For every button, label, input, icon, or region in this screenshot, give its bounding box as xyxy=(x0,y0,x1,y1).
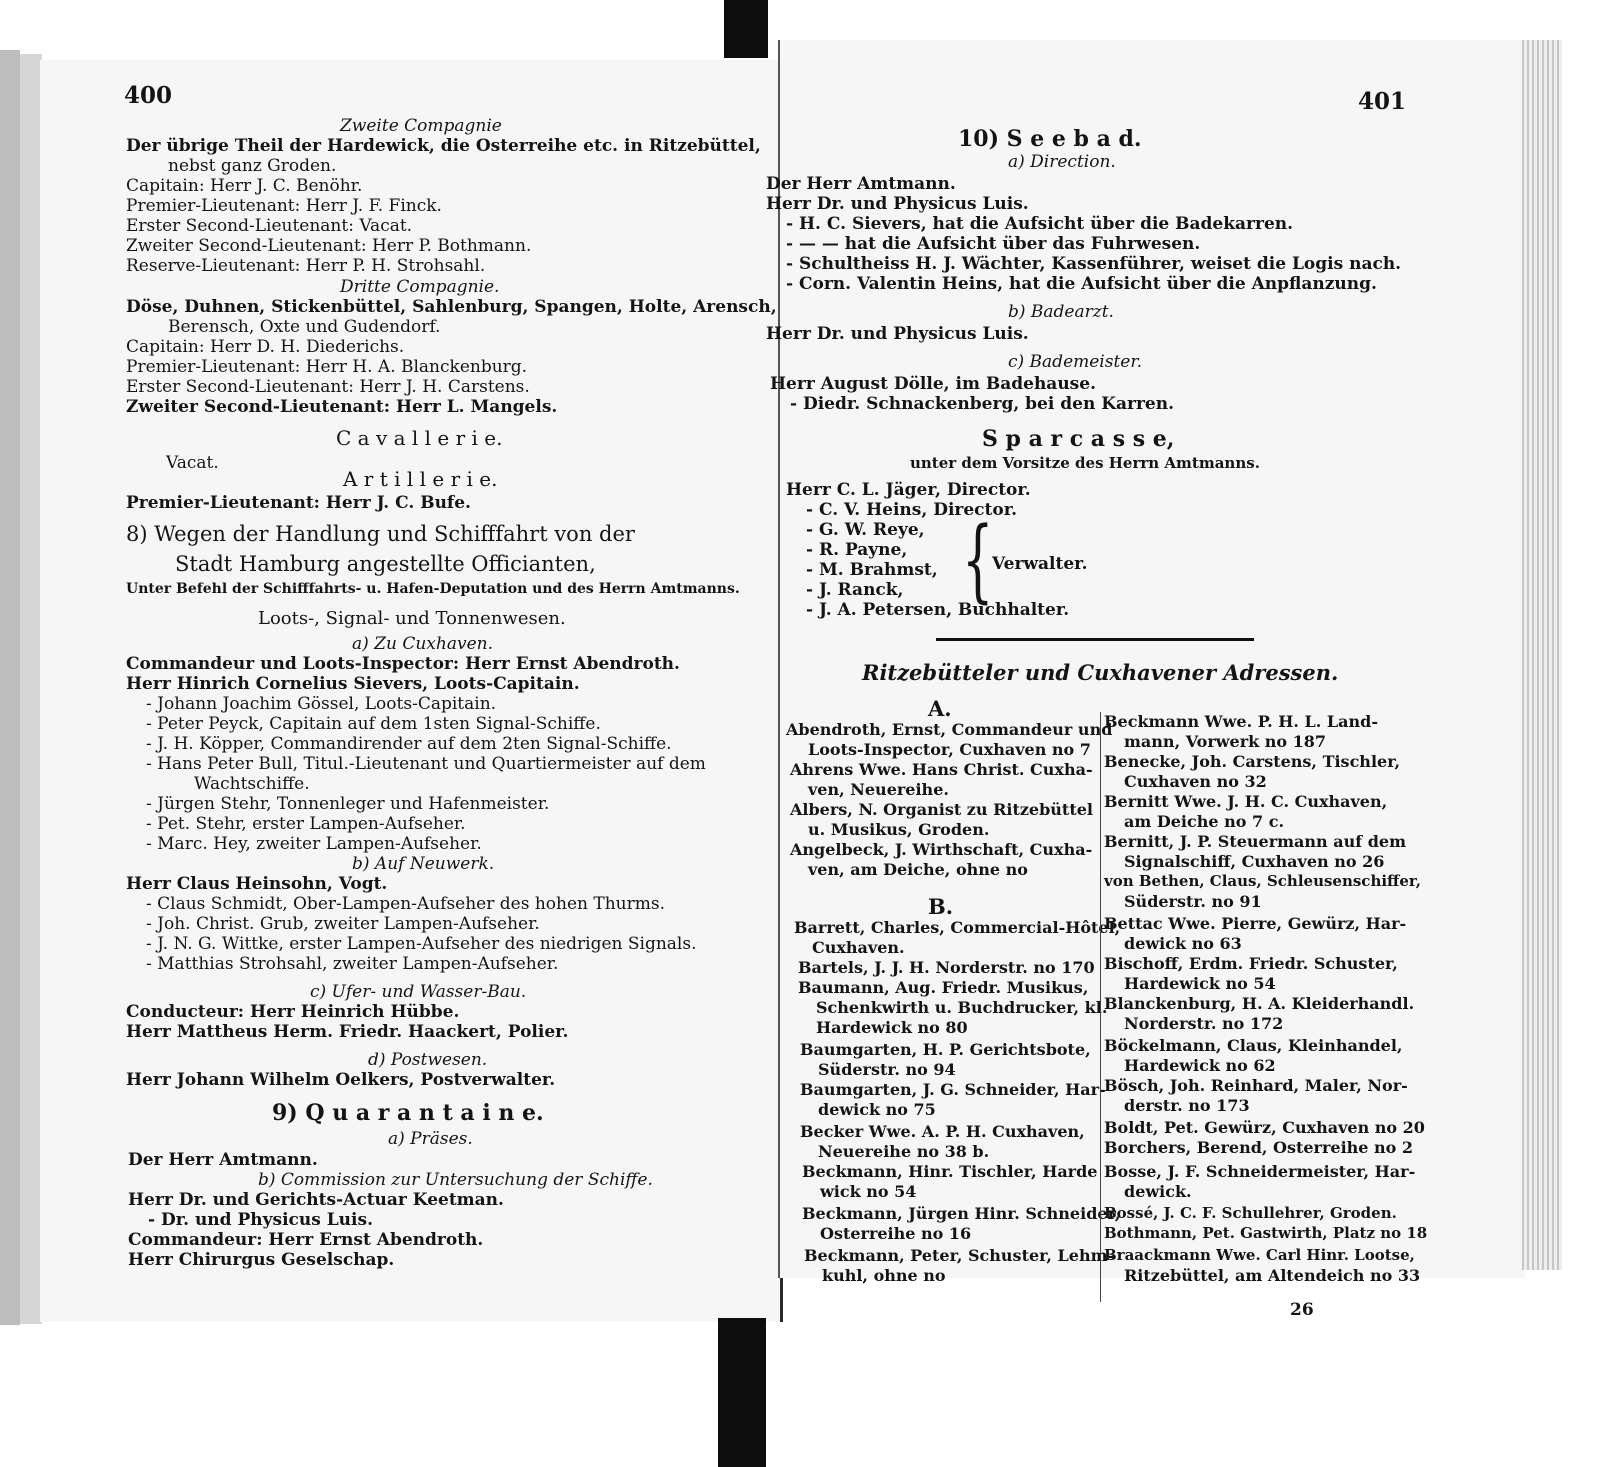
signature-mark: 26 xyxy=(1290,1300,1314,1320)
brace-label: Verwalter. xyxy=(992,554,1088,574)
left-page-text-line: Premier-Lieutenant: Herr H. A. Blanckenburg. xyxy=(126,357,528,377)
right-page-text-line: Beckmann, Peter, Schuster, Lehm- xyxy=(804,1246,1115,1265)
left-page-text-line: - Matthias Strohsahl, zweiter Lampen-Aufseher. xyxy=(146,954,559,974)
right-page-text-line: Böckelmann, Claus, Kleinhandel, xyxy=(1104,1036,1403,1055)
right-page-text-line: dewick no 63 xyxy=(1124,934,1242,953)
right-page-text-line: Bothmann, Pet. Gastwirth, Platz no 18 xyxy=(1104,1224,1428,1242)
right-page-text-line: Becker Wwe. A. P. H. Cuxhaven, xyxy=(800,1122,1085,1141)
right-page-text-line: Baumann, Aug. Friedr. Musikus, xyxy=(798,978,1089,997)
right-page-text-line: Beckmann Wwe. P. H. L. Land- xyxy=(1104,712,1378,731)
left-page-text-line: Herr Mattheus Herm. Friedr. Haackert, Polier. xyxy=(126,1022,569,1042)
left-page-text-line: Erster Second-Lieutenant: Vacat. xyxy=(126,216,413,236)
right-page-text-line: Abendroth, Ernst, Commandeur und xyxy=(786,720,1113,739)
left-page-text-line: Herr Johann Wilhelm Oelkers, Postverwalter. xyxy=(126,1070,556,1090)
right-page-text-line: c) Bademeister. xyxy=(1008,352,1143,372)
right-page-text-line: Bosse, J. F. Schneidermeister, Har- xyxy=(1104,1162,1416,1181)
right-page-text-line: Herr Dr. und Physicus Luis. xyxy=(766,324,1029,344)
page-number-right: 401 xyxy=(1358,88,1407,115)
right-page-text-line: Neuereihe no 38 b. xyxy=(818,1142,990,1161)
left-page-text-line: Conducteur: Herr Heinrich Hübbe. xyxy=(126,1002,460,1022)
left-page-text-line: a) Zu Cuxhaven. xyxy=(352,634,493,654)
right-page-text-line: Blanckenburg, H. A. Kleiderhandl. xyxy=(1104,994,1415,1013)
binding-top xyxy=(724,0,768,58)
right-page-text-line: ven, am Deiche, ohne no xyxy=(808,860,1028,879)
right-page-text-line: Hardewick no 80 xyxy=(816,1018,968,1037)
right-page-text-line: - — — hat die Aufsicht über das Fuhrwesen. xyxy=(786,234,1201,254)
right-page-text-line: 10) S e e b a d. xyxy=(958,126,1142,152)
left-page-text-line: Dritte Compagnie. xyxy=(340,277,500,297)
right-page-text-line: Bernitt, J. P. Steuermann auf dem xyxy=(1104,832,1407,851)
right-page-text-line: b) Badearzt. xyxy=(1008,302,1114,322)
left-page-text-line: Capitain: Herr D. H. Diederichs. xyxy=(126,337,405,357)
right-page-text-line: Albers, N. Organist zu Ritzebüttel xyxy=(790,800,1093,819)
right-page-text-line: Ritzebüttel, am Altendeich no 33 xyxy=(1124,1266,1421,1285)
right-page-text-line: Bettac Wwe. Pierre, Gewürz, Har- xyxy=(1104,914,1407,933)
column-divider xyxy=(1100,712,1101,1302)
left-page-text-line: Reserve-Lieutenant: Herr P. H. Strohsahl. xyxy=(126,256,486,276)
left-page-text-line: 9) Q u a r a n t a i n e. xyxy=(272,1100,544,1126)
left-page-text-line: Zweiter Second-Lieutenant: Herr L. Mangels. xyxy=(126,397,558,417)
right-page-text-line: am Deiche no 7 c. xyxy=(1124,812,1285,831)
right-page-text-line: Benecke, Joh. Carstens, Tischler, xyxy=(1104,752,1401,771)
left-page-text-line: A r t i l l e r i e. xyxy=(343,467,498,491)
left-page-text-line: - J. H. Köpper, Commandirender auf dem 2ten Signal-Schiffe. xyxy=(146,734,672,754)
right-page-text-line: Cuxhaven no 32 xyxy=(1124,772,1267,791)
left-page-text-line: b) Commission zur Untersuchung der Schiffe. xyxy=(258,1170,653,1190)
binding-bottom xyxy=(718,1318,766,1467)
right-page-text-line: Bösch, Joh. Reinhard, Maler, Nor- xyxy=(1104,1076,1408,1095)
right-page-text-line: Boldt, Pet. Gewürz, Cuxhaven no 20 xyxy=(1104,1118,1425,1137)
right-page-text-line: Borchers, Berend, Osterreihe no 2 xyxy=(1104,1138,1414,1157)
left-page-text-line: Berensch, Oxte und Gudendorf. xyxy=(168,317,441,337)
right-page-text-line: - M. Brahmst, xyxy=(806,560,938,580)
left-page-text-line: Zweite Compagnie xyxy=(340,116,502,136)
left-page-text-line: - J. N. G. Wittke, erster Lampen-Aufseher des niedrigen Signals. xyxy=(146,934,697,954)
right-page-text-line: Ahrens Wwe. Hans Christ. Cuxha- xyxy=(790,760,1093,779)
page-edge-left xyxy=(0,50,20,1325)
right-page-text-line: Signalschiff, Cuxhaven no 26 xyxy=(1124,852,1385,871)
left-page-text-line: Herr Chirurgus Geselschap. xyxy=(128,1250,395,1270)
right-page-text-line: wick no 54 xyxy=(820,1182,917,1201)
left-page-text-line: - Dr. und Physicus Luis. xyxy=(148,1210,373,1230)
right-page-text-line: Loots-Inspector, Cuxhaven no 7 xyxy=(808,740,1091,759)
left-page-text-line: - Pet. Stehr, erster Lampen-Aufseher. xyxy=(146,814,466,834)
right-page-text-line: ven, Neuereihe. xyxy=(808,780,949,799)
right-page-text-line: - Diedr. Schnackenberg, bei den Karren. xyxy=(790,394,1175,414)
left-page-text-line: - Johann Joachim Gössel, Loots-Capitain. xyxy=(146,694,497,714)
left-page-text-line: Erster Second-Lieutenant: Herr J. H. Carstens. xyxy=(126,377,530,397)
right-page-text-line: Ritzebütteler und Cuxhavener Adressen. xyxy=(862,660,1339,685)
left-page-text-line: Döse, Duhnen, Stickenbüttel, Sahlenburg, Spangen, Holte, Arensch, xyxy=(126,297,777,317)
right-page-text-line: a) Direction. xyxy=(1008,152,1116,172)
right-page-text-line: Osterreihe no 16 xyxy=(820,1224,972,1243)
left-page-text-line: Herr Claus Heinsohn, Vogt. xyxy=(126,874,388,894)
right-page-text-line: Bischoff, Erdm. Friedr. Schuster, xyxy=(1104,954,1398,973)
right-page-text-line: unter dem Vorsitze des Herrn Amtmanns. xyxy=(910,454,1260,472)
left-page-text-line: - Claus Schmidt, Ober-Lampen-Aufseher des hohen Thurms. xyxy=(146,894,665,914)
left-page-text-line: Premier-Lieutenant: Herr J. F. Finck. xyxy=(126,196,442,216)
right-page-text-line: kuhl, ohne no xyxy=(822,1266,946,1285)
right-page-text-line: dewick no 75 xyxy=(818,1100,936,1119)
left-page-text-line: Herr Dr. und Gerichts-Actuar Keetman. xyxy=(128,1190,504,1210)
right-page-text-line: Norderstr. no 172 xyxy=(1124,1014,1284,1033)
right-page-text-line: mann, Vorwerk no 187 xyxy=(1124,732,1327,751)
right-page-text-line: - J. Ranck, xyxy=(806,580,904,600)
right-page-text-line: dewick. xyxy=(1124,1182,1192,1201)
right-page-text-line: Cuxhaven. xyxy=(812,938,905,957)
right-page-text-line: von Bethen, Claus, Schleusenschiffer, xyxy=(1104,872,1421,890)
left-page-text-line: Unter Befehl der Schifffahrts- u. Hafen-Deputation und des Herrn Amtmanns. xyxy=(126,581,740,597)
right-page-text-line: Herr Dr. und Physicus Luis. xyxy=(766,194,1029,214)
right-page-text-line: Schenkwirth u. Buchdrucker, kl. xyxy=(816,998,1108,1017)
left-page-text-line: d) Postwesen. xyxy=(368,1050,488,1070)
right-page-text-line: Hardewick no 62 xyxy=(1124,1056,1276,1075)
right-page-text-line: Angelbeck, J. Wirthschaft, Cuxha- xyxy=(790,840,1093,859)
left-page-text-line: - Marc. Hey, zweiter Lampen-Aufseher. xyxy=(146,834,482,854)
right-page-text-line: derstr. no 173 xyxy=(1124,1096,1250,1115)
right-page-text-line: Braackmann Wwe. Carl Hinr. Lootse, xyxy=(1104,1246,1415,1264)
left-page-text-line: Herr Hinrich Cornelius Sievers, Loots-Capitain. xyxy=(126,674,580,694)
left-page-text-line: Wachtschiffe. xyxy=(194,774,310,794)
left-page-text-line: Capitain: Herr J. C. Benöhr. xyxy=(126,176,363,196)
right-page-text-line: - H. C. Sievers, hat die Aufsicht über die Badekarren. xyxy=(786,214,1294,234)
left-page-text-line: a) Präses. xyxy=(388,1129,473,1149)
right-page-text-line: S p a r c a s s e, xyxy=(982,426,1175,452)
left-page-text-line: Stadt Hamburg angestellte Officianten, xyxy=(175,552,596,576)
right-page-text-line: Süderstr. no 91 xyxy=(1124,892,1262,911)
right-page-text-line: B. xyxy=(928,894,954,919)
right-page-text-line: - Schultheiss H. J. Wächter, Kassenführer, weiset die Logis nach. xyxy=(786,254,1402,274)
right-page-text-line: - C. V. Heins, Director. xyxy=(806,500,1018,520)
left-page-text-line: nebst ganz Groden. xyxy=(168,156,337,176)
right-page-text-line: Herr C. L. Jäger, Director. xyxy=(786,480,1031,500)
verwalter-brace: { xyxy=(962,508,994,613)
right-page-text-line: Barrett, Charles, Commercial-Hôtel, xyxy=(794,918,1121,937)
left-page-text-line: - Joh. Christ. Grub, zweiter Lampen-Aufseher. xyxy=(146,914,540,934)
right-page-text-line: A. xyxy=(928,696,952,721)
left-page-text-line: 8) Wegen der Handlung und Schifffahrt von der xyxy=(126,522,635,546)
right-page-text-line: Beckmann, Hinr. Tischler, Harde xyxy=(802,1162,1098,1181)
left-page-text-line: Commandeur: Herr Ernst Abendroth. xyxy=(128,1230,484,1250)
left-page-text-line: Zweiter Second-Lieutenant: Herr P. Bothmann. xyxy=(126,236,532,256)
right-page-text-line: Bossé, J. C. F. Schullehrer, Groden. xyxy=(1104,1204,1397,1222)
right-page-text-line: Herr August Dölle, im Badehause. xyxy=(770,374,1096,394)
right-page-text-line: Baumgarten, H. P. Gerichtsbote, xyxy=(800,1040,1091,1059)
left-page-text-line: - Peter Peyck, Capitain auf dem 1sten Signal-Schiffe. xyxy=(146,714,601,734)
left-page-text-line: Vacat. xyxy=(166,453,219,473)
right-page-text-line: u. Musikus, Groden. xyxy=(808,820,990,839)
page-edge-right xyxy=(1522,40,1562,1270)
left-page-text-line: Der Herr Amtmann. xyxy=(128,1150,318,1170)
right-page-text-line: Bartels, J. J. H. Norderstr. no 170 xyxy=(798,958,1095,977)
section-rule xyxy=(936,638,1254,641)
page-number-left: 400 xyxy=(124,82,173,109)
right-page-text-line: - J. A. Petersen, Buchhalter. xyxy=(806,600,1070,620)
right-page-text-line: Bernitt Wwe. J. H. C. Cuxhaven, xyxy=(1104,792,1388,811)
left-page-text-line: c) Ufer- und Wasser-Bau. xyxy=(310,982,527,1002)
left-page-text-line: Loots-, Signal- und Tonnenwesen. xyxy=(258,608,566,629)
left-page-text-line: b) Auf Neuwerk. xyxy=(352,854,495,874)
right-page-text-line: - Corn. Valentin Heins, hat die Aufsicht über die Anpflanzung. xyxy=(786,274,1377,294)
left-page-text-line: Der übrige Theil der Hardewick, die Osterreihe etc. in Ritzebüttel, xyxy=(126,136,761,156)
right-page-text-line: Baumgarten, J. G. Schneider, Har- xyxy=(800,1080,1106,1099)
left-page-text-line: C a v a l l e r i e. xyxy=(336,426,503,450)
right-page-text-line: Hardewick no 54 xyxy=(1124,974,1276,993)
right-page-text-line: - G. W. Reye, xyxy=(806,520,925,540)
left-page-text-line: Premier-Lieutenant: Herr J. C. Bufe. xyxy=(126,493,471,513)
page-edge-left-inner xyxy=(20,54,42,1324)
right-page-text-line: Beckmann, Jürgen Hinr. Schneider, xyxy=(802,1204,1121,1223)
left-page-text-line: Commandeur und Loots-Inspector: Herr Ernst Abendroth. xyxy=(126,654,680,674)
right-page-text-line: - R. Payne, xyxy=(806,540,908,560)
left-page-text-line: - Jürgen Stehr, Tonnenleger und Hafenmeister. xyxy=(146,794,550,814)
left-page-text-line: - Hans Peter Bull, Titul.-Lieutenant und Quartiermeister auf dem xyxy=(146,754,706,774)
right-page-text-line: Der Herr Amtmann. xyxy=(766,174,956,194)
right-page-text-line: Süderstr. no 94 xyxy=(818,1060,956,1079)
